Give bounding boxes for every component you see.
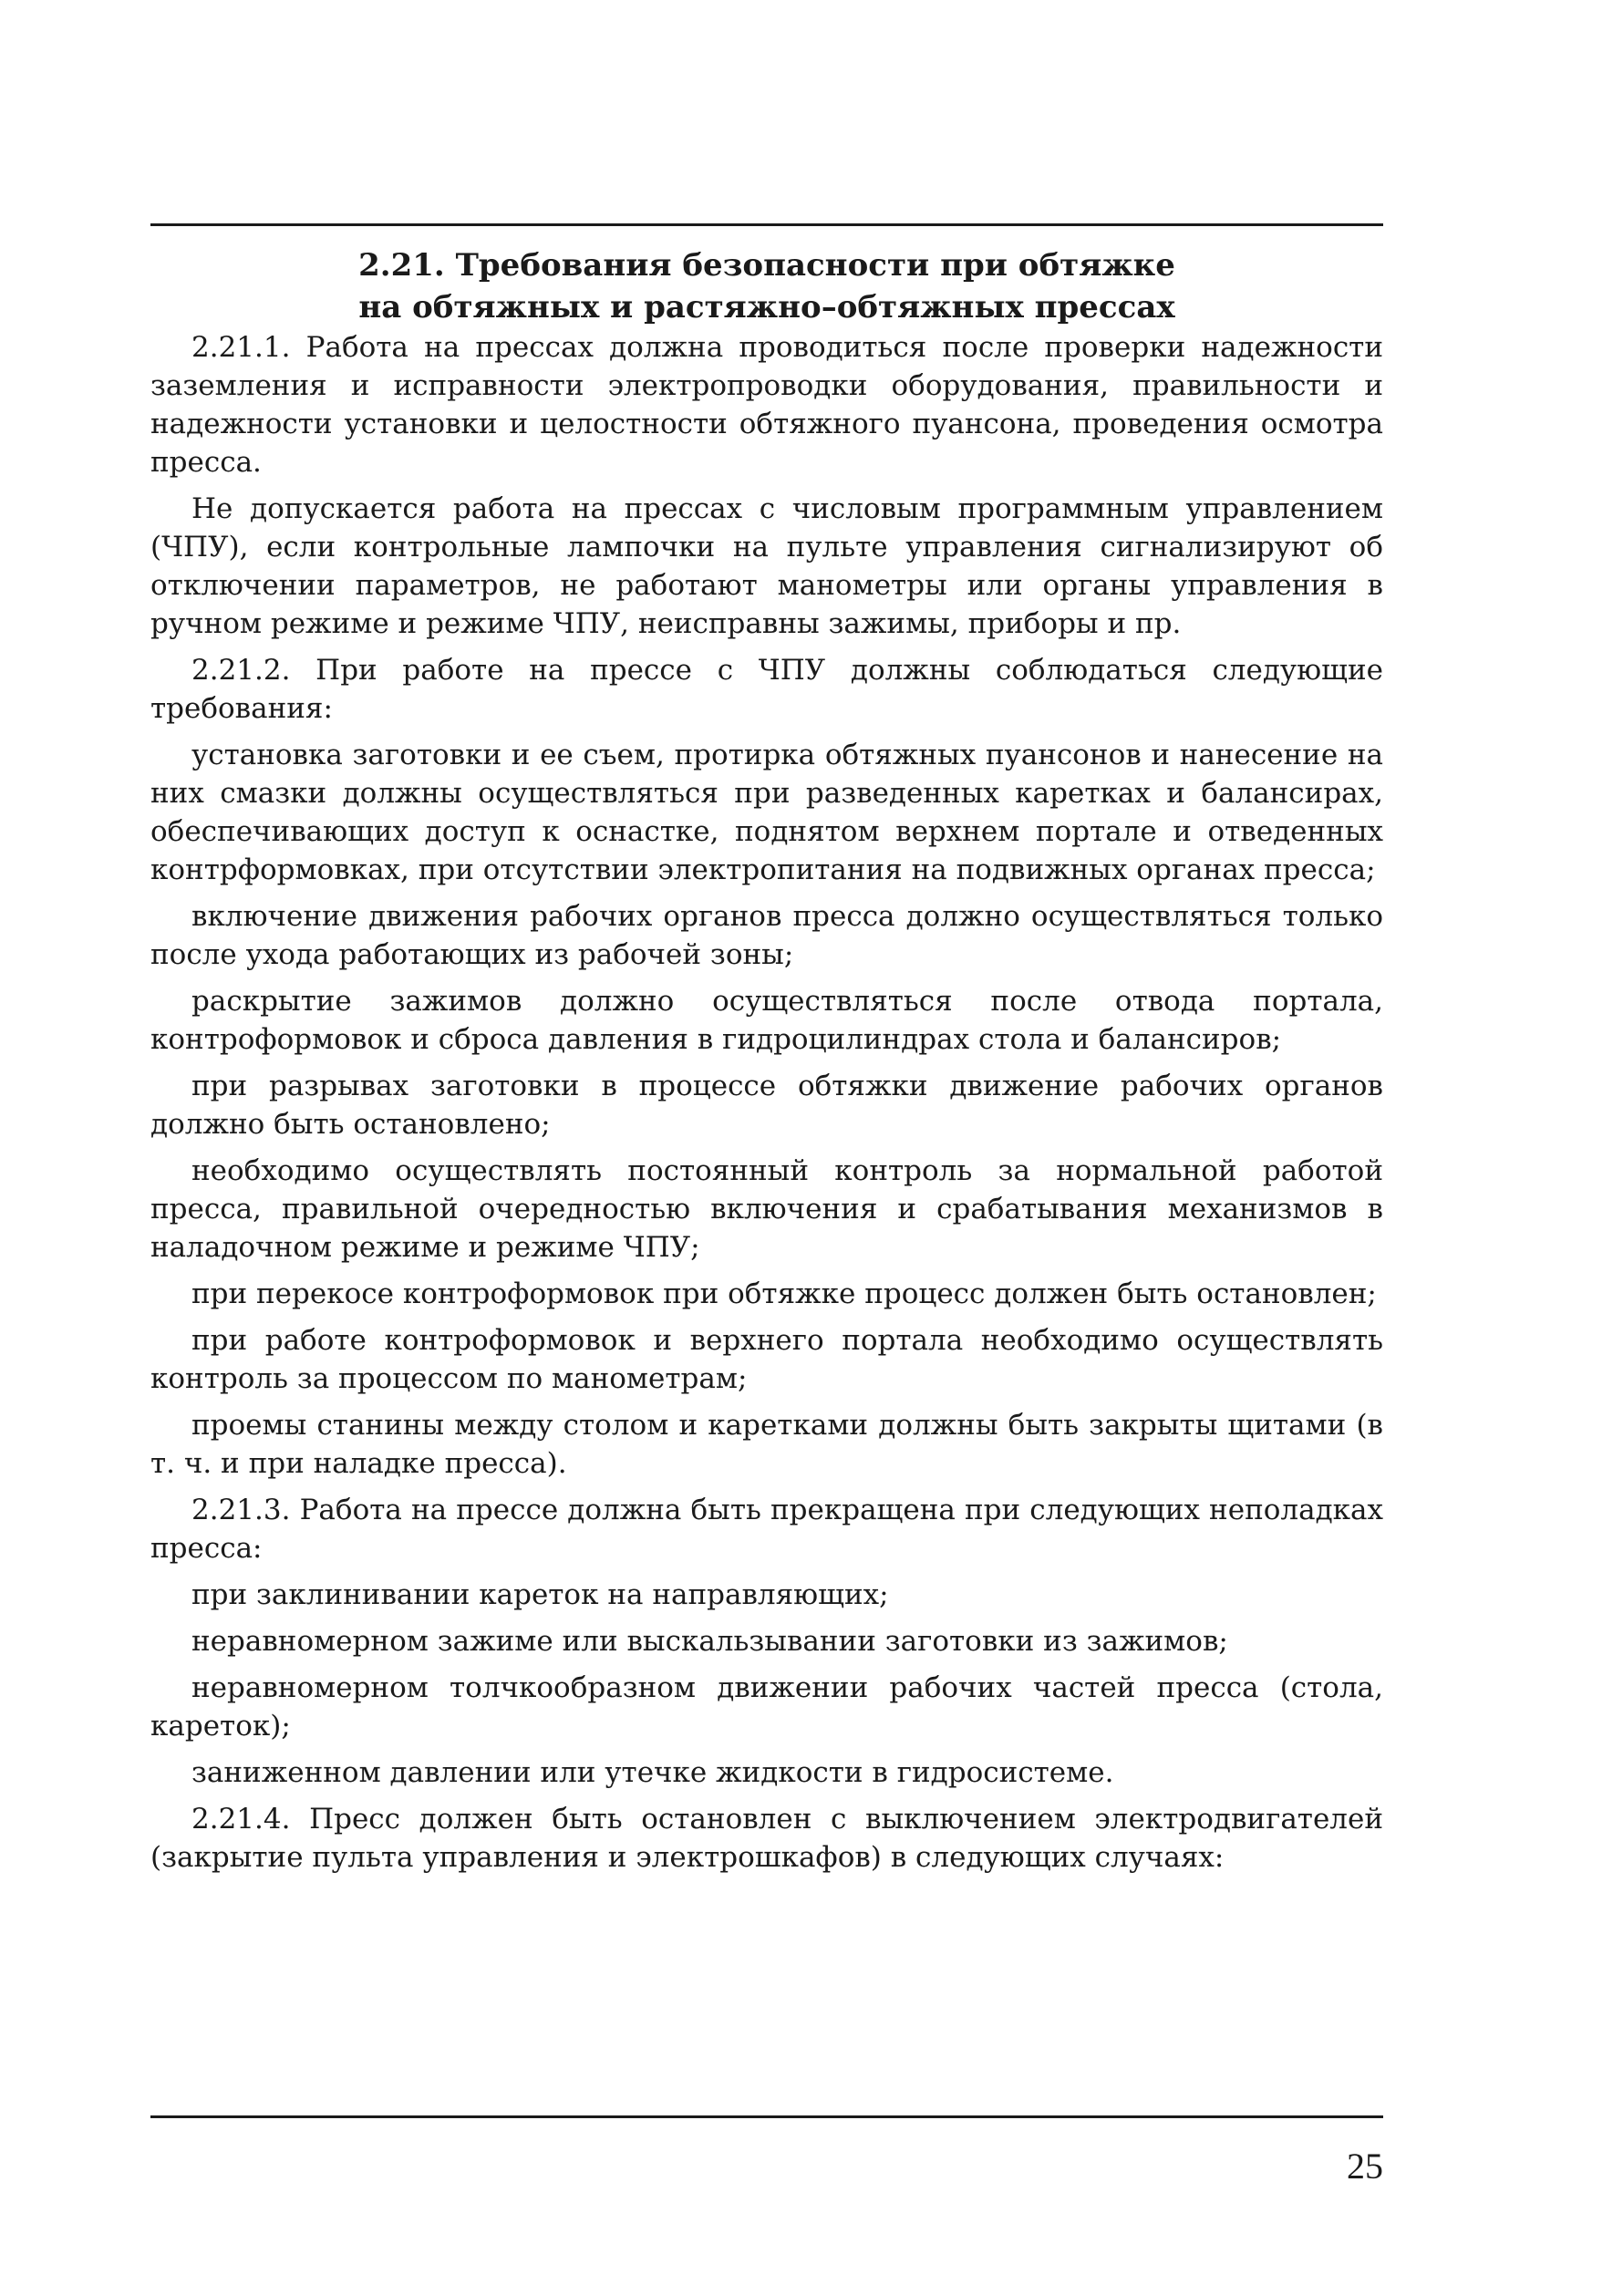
list-item: заниженном давлении или утечке жидкости в гидросистеме. (191, 1756, 1114, 1789)
page-number: 25 (1347, 2146, 1383, 2187)
top-rule (150, 223, 1383, 226)
list-item: проемы станины между столом и каретками должны быть закрыты щитами (в т. ч. и при наладке пресса). (150, 1409, 1383, 1480)
paragraph: 2.21.4. Пресс должен быть остановлен с выключением электродвигателей (закрытие пульта управления и электрошкафов) в следующих случаях: (150, 1803, 1383, 1874)
section-heading-line-2: на обтяжных и растяжно–обтяжных прессах (358, 289, 1175, 326)
list-item: при перекосе контроформовок при обтяжке процесс должен быть остановлен; (191, 1277, 1377, 1310)
list-item: включение движения рабочих органов пресса должно осуществляться только после ухода работающих из рабочей зоны; (150, 900, 1383, 971)
paragraph: 2.21.2. При работе на прессе с ЧПУ должны соблюдаться следующие требования: (150, 654, 1383, 725)
section-heading-line-1: 2.21. Требования безопасности при обтяжке (358, 247, 1175, 284)
paragraph: Не допускается работа на прессах с числовым программным управлением (ЧПУ), если контрольные лампочки на пульте управления сигнализируют об отключении параметров, не работают манометры или органы управления в ручном режиме и режиме ЧПУ, неисправны зажимы, приборы и пр. (150, 492, 1383, 640)
section-heading (150, 244, 1383, 328)
paragraph: 2.21.1. Работа на прессах должна проводиться после проверки надежности заземления и исправности электропроводки оборудования, правильности и надежности установки и целостности обтяжного пуансона, проведения осмотра пресса. (150, 331, 1383, 479)
list-item: при заклинивании кареток на направляющих; (191, 1578, 889, 1611)
list-item: при работе контроформовок и верхнего портала необходимо осуществлять контроль за процессом по манометрам; (150, 1324, 1383, 1395)
list-item: установка заготовки и ее съем, протирка обтяжных пуансонов и нанесение на них смазки должны осуществляться при разведенных каретках и балансирах, обеспечивающих доступ к оснастке, поднятом верхнем портале и отведенных контрформовках, при отсутствии электропитания на подвижных органах пресса; (150, 739, 1383, 886)
paragraph: 2.21.3. Работа на прессе должна быть прекращена при следующих неполадках пресса: (150, 1494, 1383, 1565)
page-content (150, 244, 1383, 1885)
list-item: неравномерном зажиме или выскальзывании заготовки из зажимов; (191, 1625, 1228, 1658)
list-item: неравномерном толчкообразном движении рабочих частей пресса (стола, кареток); (150, 1671, 1383, 1743)
list-item: при разрывах заготовки в процессе обтяжки движение рабочих органов должно быть остановлено; (150, 1070, 1383, 1141)
bottom-rule (150, 2115, 1383, 2118)
list-item: необходимо осуществлять постоянный контроль за нормальной работой пресса, правильной очередностью включения и срабатывания механизмов в наладочном режиме и режиме ЧПУ; (150, 1154, 1383, 1264)
list-item: раскрытие зажимов должно осуществляться после отвода портала, контроформовок и сброса давления в гидроцилиндрах стола и балансиров; (150, 985, 1383, 1056)
